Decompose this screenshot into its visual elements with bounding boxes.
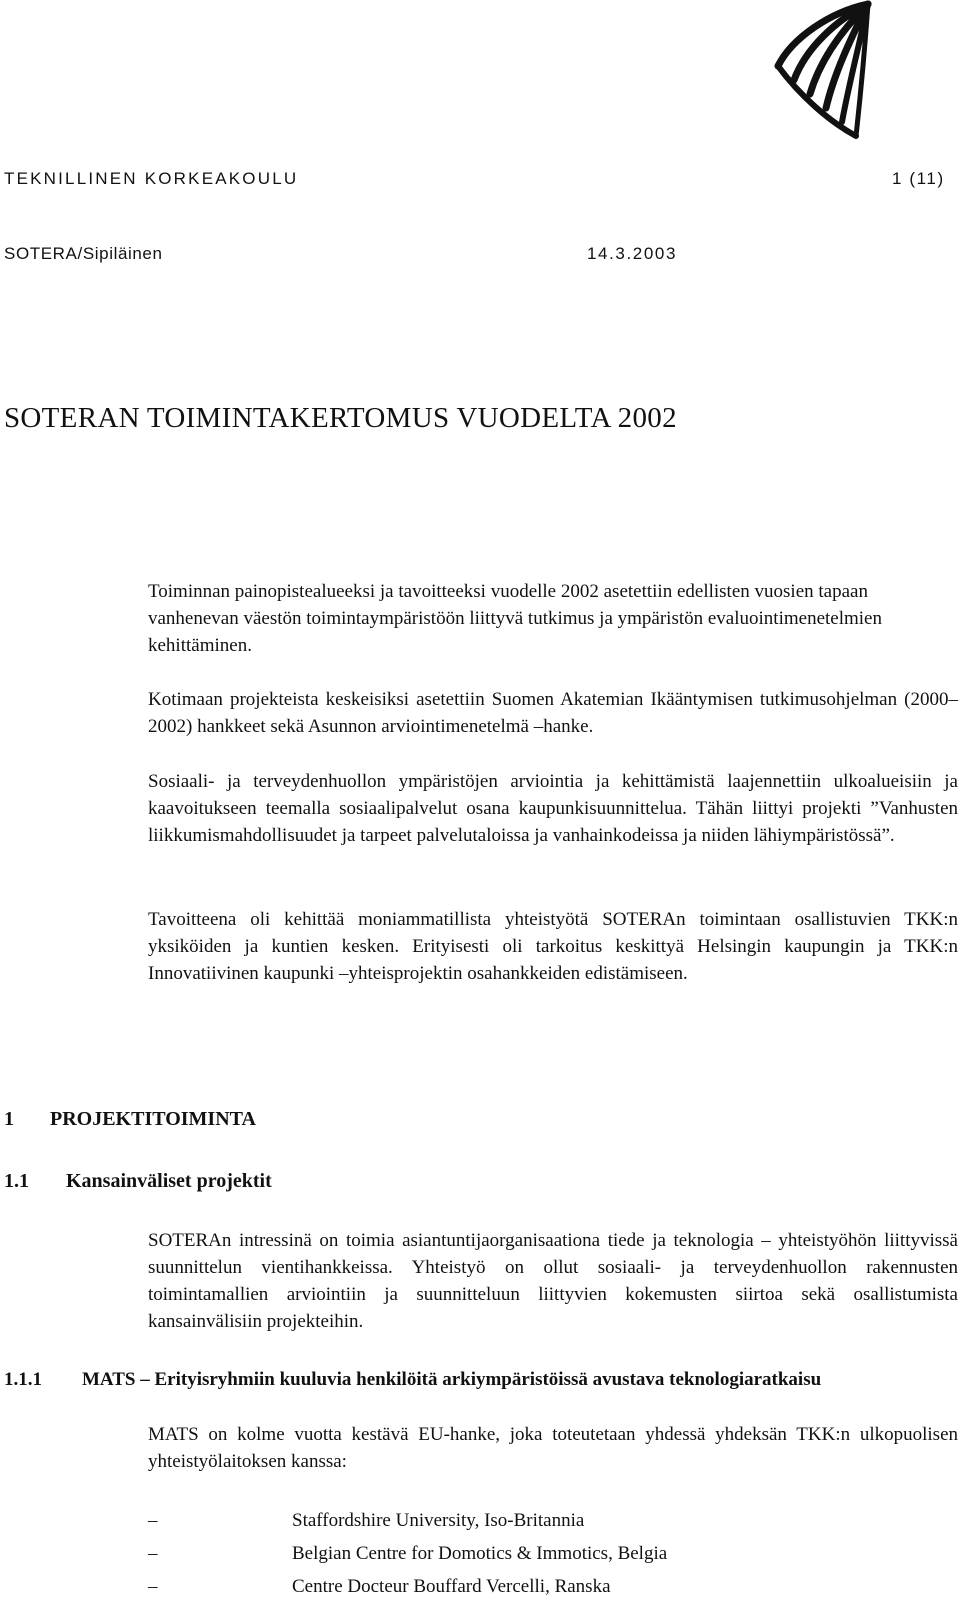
section-title: PROJEKTITOIMINTA	[50, 1108, 256, 1130]
list-bullet: –	[148, 1543, 158, 1564]
intro-paragraph: Sosiaali- ja terveydenhuollon ympäristöjen arviointia ja kehittämistä laajennettiin ulkoalueisiin ja kaavoitukseen teemalla sosiaalipalvelut osana kaupunkisuunnittelua. Tähän liittyi projekti ”Vanhusten liikkumismahdollisuudet ja tarpeet palvelutaloissa ja vanhainkodeissa ja niiden lähiympäristössä”.	[148, 771, 958, 846]
header-author: SOTERA/Sipiläinen	[4, 244, 163, 263]
document-title: SOTERAN TOIMINTAKERTOMUS VUODELTA 2002	[4, 402, 677, 434]
partner-list	[148, 1507, 667, 1606]
intro-paragraph: Toiminnan painopistealueeksi ja tavoitteeksi vuodelle 2002 asetettiin edellisten vuosien tapaan vanhenevan väestön toimintaympäristöön liittyvä tutkimus ja ympäristön evaluointimenetelmien kehittäminen.	[148, 581, 882, 656]
subsubsection-title: MATS – Erityisryhmiin kuuluvia henkilöitä arkiympäristöissä avustava teknologiaratkaisu	[82, 1369, 822, 1390]
subsection-number: 1.1	[4, 1170, 29, 1192]
list-item	[148, 1573, 667, 1606]
tkk-logo-icon	[770, 0, 890, 150]
subsection-title: Kansainväliset projektit	[66, 1170, 272, 1192]
list-item-text: Centre Docteur Bouffard Vercelli, Ranska	[292, 1576, 611, 1597]
list-bullet: –	[148, 1510, 158, 1531]
section-number: 1	[4, 1108, 14, 1130]
subsubsection-number: 1.1.1	[4, 1369, 42, 1390]
intro-paragraph: Kotimaan projekteista keskeisiksi asetettiin Suomen Akatemian Ikääntymisen tutkimusohjelman (2000–2002) hankkeet sekä Asunnon arviointimenetelmä –hanke.	[148, 689, 958, 737]
list-item-text: Belgian Centre for Domotics & Immotics, Belgia	[292, 1543, 668, 1564]
subsection-heading	[4, 1170, 272, 1193]
header-organization: TEKNILLINEN KORKEAKOULU	[4, 169, 299, 188]
section-heading	[4, 1108, 256, 1131]
list-item	[148, 1507, 667, 1540]
list-item-text: Staffordshire University, Iso-Britannia	[292, 1510, 585, 1531]
list-item	[148, 1540, 667, 1573]
intro-paragraph: Tavoitteena oli kehittää moniammatillista yhteistyötä SOTERAn toimintaan osallistuvien TKK:n yksiköiden ja kuntien kesken. Erityisesti oli tarkoitus keskittyä Helsingin kaupungin ja TKK:n Innovatiivinen kaupunki –yhteisprojektin osahankkeiden edistämiseen.	[148, 909, 958, 984]
section-paragraph: MATS on kolme vuotta kestävä EU-hanke, joka toteutetaan yhdessä yhdeksän TKK:n ulkopuolisen yhteistyölaitoksen kanssa:	[148, 1424, 958, 1472]
subsubsection-heading	[4, 1369, 821, 1391]
header-page-number: 1 (11)	[892, 169, 945, 188]
list-bullet: –	[148, 1576, 158, 1597]
section-paragraph: SOTERAn intressinä on toimia asiantuntijaorganisaationa tiede ja teknologia – yhteistyöhön liittyvissä suunnittelun vientihankkeissa. Yhteistyö on ollut sosiaali- ja terveydenhuollon rakennusten toimintamallien arviointiin ja suunnitteluun liittyvien kokemusten siirtoa sekä osallistumista kansainvälisiin projekteihin.	[148, 1230, 958, 1332]
header-date: 14.3.2003	[587, 244, 678, 263]
